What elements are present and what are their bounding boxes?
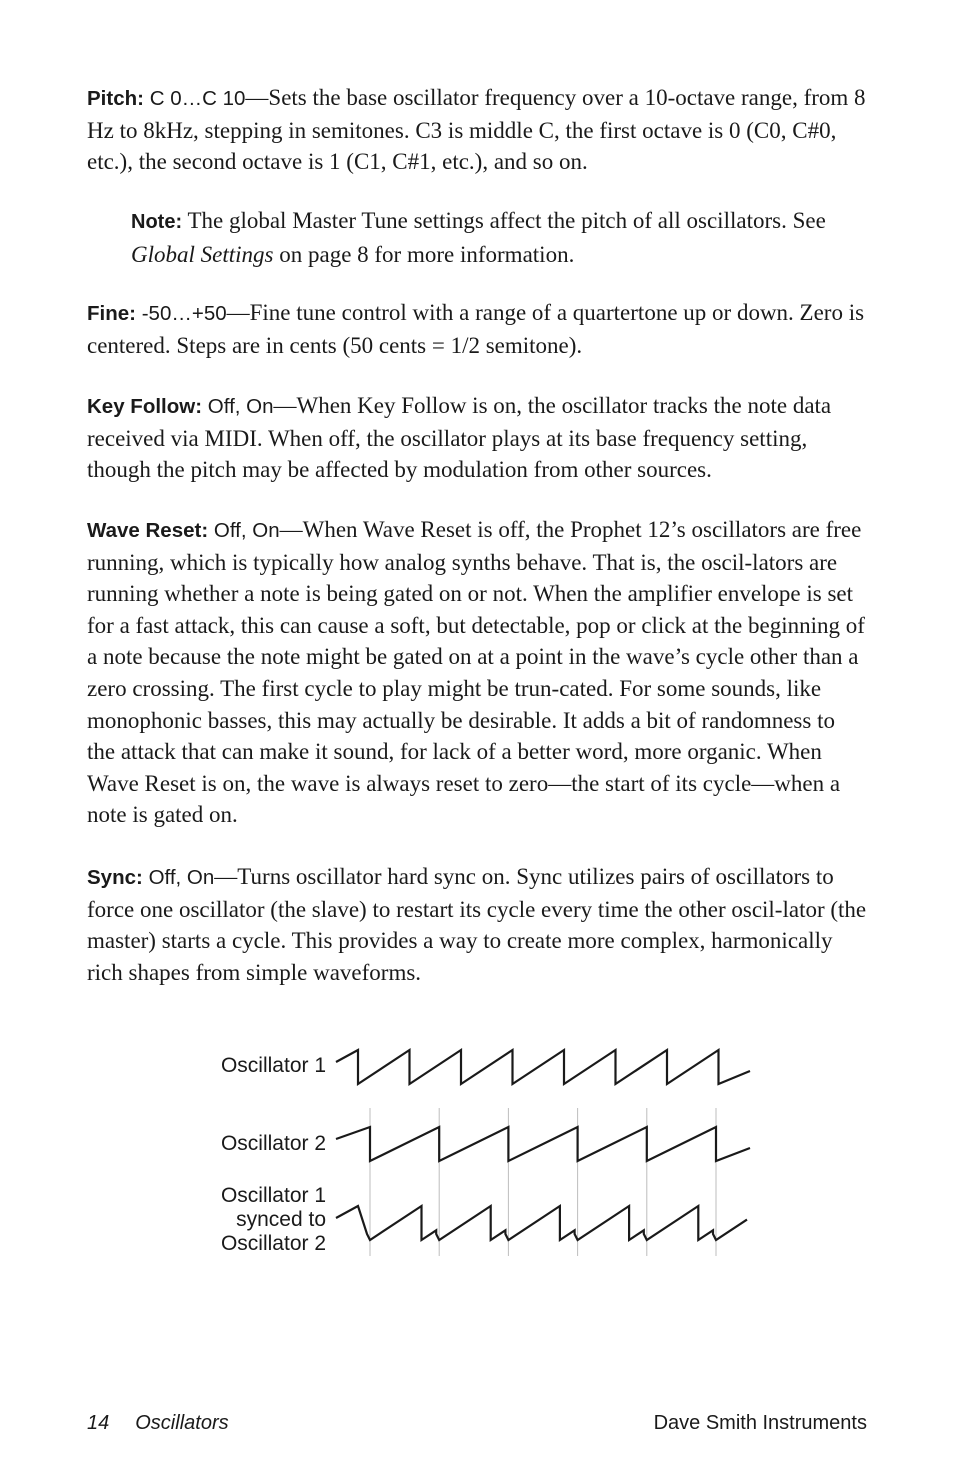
wave-reset-text: When Wave Reset is off, the Prophet 12’s oscillators are free running, which is typically how analog synths behave. That is, the oscil-lators are running whether a note is being gated on or not. When the amplifier envelope is set for a fast attack, this can cause a soft, but detectable, pop or click at the beginning of a note because the note might be gated on at a point in the wave’s cycle other than a zero crossing. The first cycle to play might be trun-cated. For some sounds, like monophonic basses, this may actually be desirable. It adds a bit of randomness to the attack that can make it sound, for lack of a better word, more organic. When Wave Reset is on, the wave is always reset to zero—the start of its cycle—when a note is gated on. — [87, 517, 865, 828]
note-text-after: on page 8 for more information. — [273, 241, 575, 267]
fine-text: Fine tune control with a range of a quartertone up or down. Zero is centered. Steps are in cents (50 cents = 1/2 semitone). — [87, 300, 865, 358]
synced-label-line-3: Oscillator 2 — [220, 1232, 326, 1255]
footer-company: Dave Smith Instruments — [653, 1412, 867, 1434]
oscillator-1-sawtooth — [336, 1050, 750, 1084]
fine-range: -50…+50 — [141, 302, 227, 325]
oscillator-2-sawtooth — [336, 1127, 750, 1161]
key-follow-paragraph — [87, 390, 867, 486]
sync-range: Off, On — [148, 866, 215, 889]
pitch-paragraph — [87, 82, 867, 178]
key-follow-term: Key Follow: — [87, 395, 203, 418]
key-follow-range: Off, On — [207, 395, 274, 418]
waveform-drawing — [190, 1030, 770, 1280]
synced-label-line-1: Oscillator 1 — [220, 1184, 326, 1207]
sync-paragraph — [87, 861, 867, 988]
pitch-dash: — — [245, 85, 269, 110]
wave-reset-term: Wave Reset: — [87, 519, 209, 542]
wave-reset-range: Off, On — [213, 519, 280, 542]
oscillator-1-label: Oscillator 1 — [220, 1054, 326, 1077]
note-paragraph — [131, 205, 871, 270]
footer-left — [87, 1412, 229, 1435]
pitch-term: Pitch: — [87, 87, 144, 110]
fine-term: Fine: — [87, 302, 136, 325]
sync-text: Turns oscillator hard sync on. Sync utilizes pairs of oscillators to force one oscillator (the slave) to restart its cycle every time the other oscil-lator (the master) starts a cycle. This provides a way to create more complex, harmonically rich shapes from simple waveforms. — [87, 864, 867, 985]
global-settings-reference: Global Settings — [131, 241, 274, 267]
wave-reset-dash: — — [279, 517, 303, 542]
pitch-range: C 0…C 10 — [149, 87, 246, 110]
oscillator-2-label: Oscillator 2 — [220, 1132, 326, 1155]
oscillator-sync-diagram — [190, 1030, 770, 1280]
sync-dash: — — [214, 864, 238, 889]
synced-label-line-2: synced to — [236, 1208, 326, 1231]
fine-dash: — — [226, 300, 250, 325]
section-name: Oscillators — [135, 1412, 229, 1434]
key-follow-dash: — — [273, 393, 297, 418]
note-text-before: The global Master Tune settings affect the pitch of all oscillators. See — [182, 208, 826, 233]
fine-paragraph — [87, 297, 867, 361]
pitch-text: Sets the base oscillator frequency over a 10-octave range, from 8 Hz to 8kHz, stepping in semitones. C3 is middle C, the first octave is 0 (C0, C#0, etc.), the second octave is 1 (C1, C#1, etc.), and so on. — [87, 85, 866, 175]
sync-term: Sync: — [87, 866, 143, 889]
synced-oscillator-waveform — [336, 1206, 747, 1240]
key-follow-text: When Key Follow is on, the oscillator tracks the note data received via MIDI. When off, the oscillator plays at its base frequency setting, though the pitch may be affected by modulation from other sources. — [87, 393, 832, 483]
wave-reset-paragraph — [87, 514, 867, 831]
note-label: Note: — [131, 211, 183, 233]
page-number: 14 — [87, 1412, 110, 1434]
